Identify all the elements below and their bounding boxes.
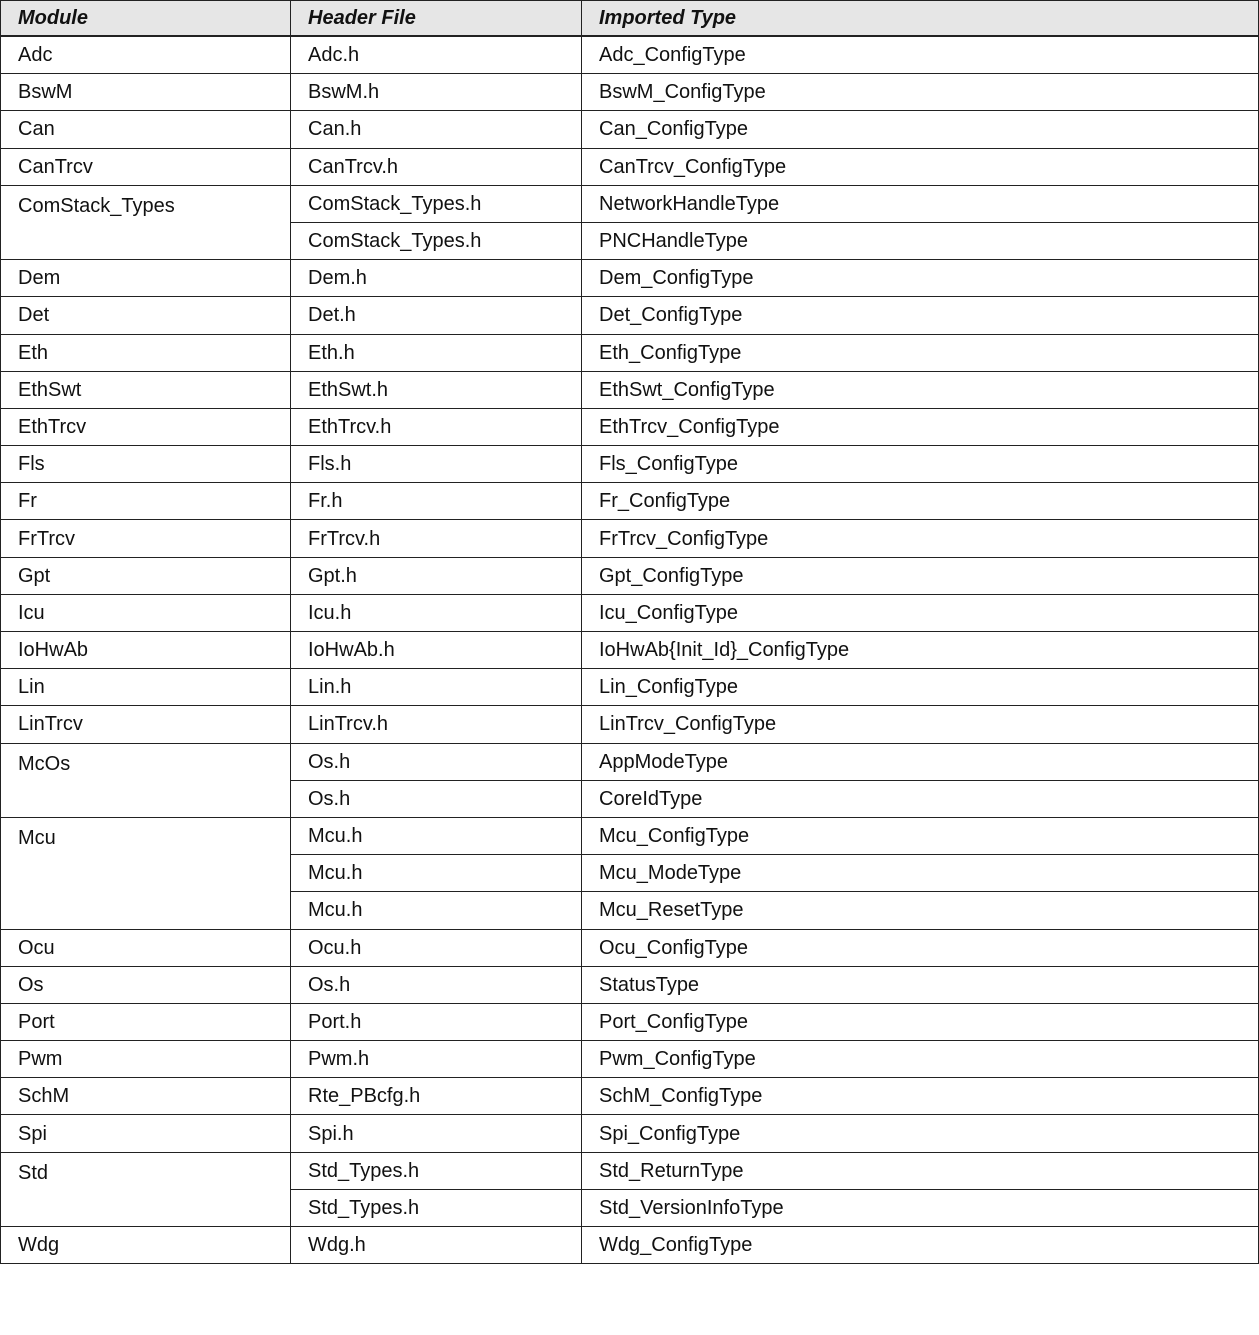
table-row <box>1 520 1259 557</box>
module-cell: Gpt <box>1 557 291 594</box>
table-row <box>1 632 1259 669</box>
imported-type-cell: Mcu_ResetType <box>582 892 1259 929</box>
module-cell: Lin <box>1 669 291 706</box>
header-imported-type: Imported Type <box>582 1 1259 37</box>
header-file-cell: Os.h <box>291 743 582 780</box>
imported-type-cell: Lin_ConfigType <box>582 669 1259 706</box>
imported-type-cell: Eth_ConfigType <box>582 334 1259 371</box>
table-row <box>1 185 1259 222</box>
module-cell: Adc <box>1 36 291 74</box>
imported-type-cell: CanTrcv_ConfigType <box>582 148 1259 185</box>
header-file-cell: EthSwt.h <box>291 371 582 408</box>
imported-type-cell: LinTrcv_ConfigType <box>582 706 1259 743</box>
header-file-cell: Spi.h <box>291 1115 582 1152</box>
header-file-cell: Dem.h <box>291 260 582 297</box>
header-file-cell: ComStack_Types.h <box>291 185 582 222</box>
imported-type-cell: Det_ConfigType <box>582 297 1259 334</box>
imported-type-cell: StatusType <box>582 966 1259 1003</box>
module-cell: IoHwAb <box>1 632 291 669</box>
header-header-file: Header File <box>291 1 582 37</box>
module-cell: EthTrcv <box>1 408 291 445</box>
imported-type-cell: Dem_ConfigType <box>582 260 1259 297</box>
header-file-cell: Std_Types.h <box>291 1152 582 1189</box>
imported-type-cell: Mcu_ModeType <box>582 855 1259 892</box>
module-cell: Fr <box>1 483 291 520</box>
table-row <box>1 483 1259 520</box>
header-file-cell: BswM.h <box>291 74 582 111</box>
imported-type-cell: Std_VersionInfoType <box>582 1189 1259 1226</box>
table-row <box>1 1041 1259 1078</box>
table-row <box>1 706 1259 743</box>
header-file-cell: EthTrcv.h <box>291 408 582 445</box>
imported-type-cell: FrTrcv_ConfigType <box>582 520 1259 557</box>
module-cell: Fls <box>1 446 291 483</box>
table-row <box>1 1227 1259 1264</box>
module-cell: CanTrcv <box>1 148 291 185</box>
imported-type-cell: Gpt_ConfigType <box>582 557 1259 594</box>
header-file-cell: Rte_PBcfg.h <box>291 1078 582 1115</box>
module-cell: Wdg <box>1 1227 291 1264</box>
header-file-cell: Lin.h <box>291 669 582 706</box>
table-body <box>1 36 1259 1264</box>
imported-type-cell: Spi_ConfigType <box>582 1115 1259 1152</box>
imported-type-cell: Pwm_ConfigType <box>582 1041 1259 1078</box>
table-row <box>1 1115 1259 1152</box>
imported-type-cell: Port_ConfigType <box>582 1003 1259 1040</box>
table-row <box>1 1152 1259 1189</box>
imported-type-cell: EthTrcv_ConfigType <box>582 408 1259 445</box>
module-cell: Os <box>1 966 291 1003</box>
header-file-cell: LinTrcv.h <box>291 706 582 743</box>
table-row <box>1 1078 1259 1115</box>
imported-type-cell: Fr_ConfigType <box>582 483 1259 520</box>
table-row <box>1 929 1259 966</box>
table-row <box>1 966 1259 1003</box>
module-cell: Pwm <box>1 1041 291 1078</box>
header-file-cell: IoHwAb.h <box>291 632 582 669</box>
table-row <box>1 371 1259 408</box>
header-file-cell: CanTrcv.h <box>291 148 582 185</box>
header-file-cell: Eth.h <box>291 334 582 371</box>
header-file-cell: Mcu.h <box>291 855 582 892</box>
imported-type-cell: SchM_ConfigType <box>582 1078 1259 1115</box>
module-cell: Mcu <box>1 817 291 929</box>
header-file-cell: Ocu.h <box>291 929 582 966</box>
header-file-cell: Pwm.h <box>291 1041 582 1078</box>
table-row <box>1 669 1259 706</box>
module-cell: Icu <box>1 594 291 631</box>
table-row <box>1 260 1259 297</box>
header-file-cell: Fr.h <box>291 483 582 520</box>
imported-type-cell: EthSwt_ConfigType <box>582 371 1259 408</box>
header-file-cell: Adc.h <box>291 36 582 74</box>
module-cell: Std <box>1 1152 291 1226</box>
imported-type-cell: Ocu_ConfigType <box>582 929 1259 966</box>
module-cell: McOs <box>1 743 291 817</box>
table-row <box>1 111 1259 148</box>
header-module: Module <box>1 1 291 37</box>
header-file-cell: Det.h <box>291 297 582 334</box>
table-row <box>1 408 1259 445</box>
imported-type-cell: PNCHandleType <box>582 222 1259 259</box>
imported-type-cell: Can_ConfigType <box>582 111 1259 148</box>
module-cell: Ocu <box>1 929 291 966</box>
module-cell: Det <box>1 297 291 334</box>
table-row <box>1 36 1259 74</box>
table-row <box>1 1003 1259 1040</box>
table-row <box>1 817 1259 854</box>
imported-type-cell: Fls_ConfigType <box>582 446 1259 483</box>
header-file-cell: Os.h <box>291 780 582 817</box>
header-file-cell: Mcu.h <box>291 817 582 854</box>
imported-type-cell: Wdg_ConfigType <box>582 1227 1259 1264</box>
module-cell: SchM <box>1 1078 291 1115</box>
imported-type-cell: CoreIdType <box>582 780 1259 817</box>
imported-type-cell: Icu_ConfigType <box>582 594 1259 631</box>
module-cell: Port <box>1 1003 291 1040</box>
module-cell: Can <box>1 111 291 148</box>
imported-type-cell: NetworkHandleType <box>582 185 1259 222</box>
module-cell: LinTrcv <box>1 706 291 743</box>
module-cell: Eth <box>1 334 291 371</box>
module-cell: Dem <box>1 260 291 297</box>
table-row <box>1 334 1259 371</box>
table-header-row <box>1 1 1259 37</box>
table-row <box>1 148 1259 185</box>
module-cell: Spi <box>1 1115 291 1152</box>
imported-type-cell: AppModeType <box>582 743 1259 780</box>
header-file-cell: Std_Types.h <box>291 1189 582 1226</box>
module-cell: EthSwt <box>1 371 291 408</box>
module-cell: BswM <box>1 74 291 111</box>
table-row <box>1 743 1259 780</box>
header-file-cell: ComStack_Types.h <box>291 222 582 259</box>
header-file-cell: Gpt.h <box>291 557 582 594</box>
imported-type-cell: Std_ReturnType <box>582 1152 1259 1189</box>
header-file-cell: Mcu.h <box>291 892 582 929</box>
header-file-cell: Icu.h <box>291 594 582 631</box>
imported-type-cell: IoHwAb{Init_Id}_ConfigType <box>582 632 1259 669</box>
table-row <box>1 446 1259 483</box>
header-file-cell: Wdg.h <box>291 1227 582 1264</box>
header-file-cell: FrTrcv.h <box>291 520 582 557</box>
header-file-cell: Port.h <box>291 1003 582 1040</box>
module-cell: ComStack_Types <box>1 185 291 259</box>
header-file-cell: Os.h <box>291 966 582 1003</box>
table-row <box>1 74 1259 111</box>
table-row <box>1 594 1259 631</box>
table-row <box>1 557 1259 594</box>
imported-type-cell: Mcu_ConfigType <box>582 817 1259 854</box>
module-cell: FrTrcv <box>1 520 291 557</box>
table-row <box>1 297 1259 334</box>
imported-type-cell: BswM_ConfigType <box>582 74 1259 111</box>
header-file-cell: Can.h <box>291 111 582 148</box>
imported-type-cell: Adc_ConfigType <box>582 36 1259 74</box>
header-file-cell: Fls.h <box>291 446 582 483</box>
